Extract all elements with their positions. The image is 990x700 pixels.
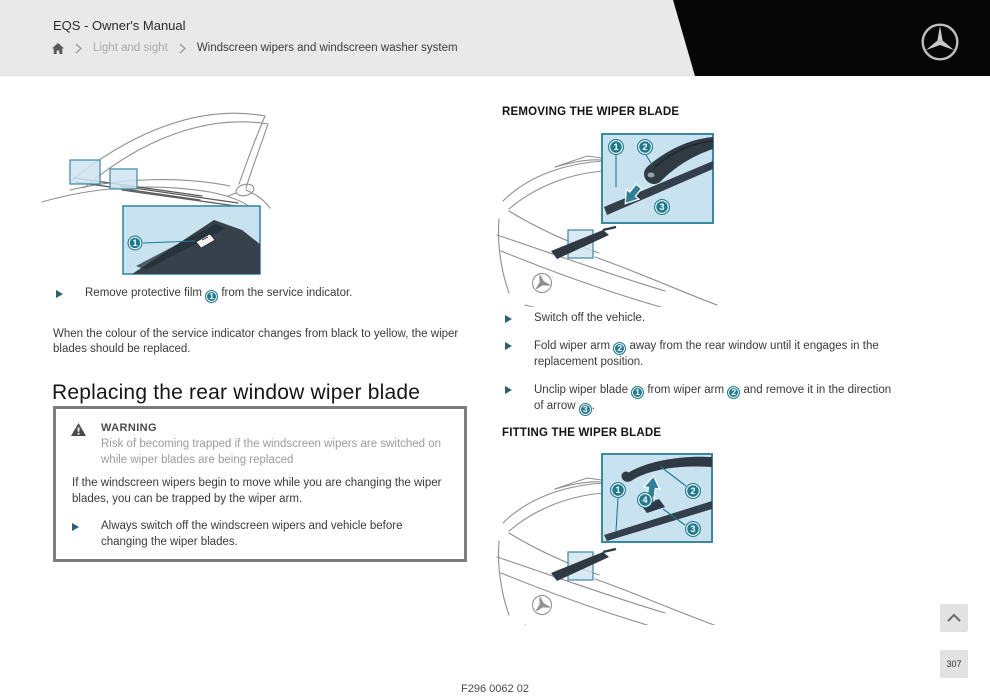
breadcrumb: [52, 40, 458, 56]
warning-risk-text: Risk of becoming trapped if the windscreen wipers are switched on while wiper blades are being replaced: [101, 438, 442, 466]
removing-step-list: [502, 311, 900, 428]
item-marker: 3: [579, 403, 592, 416]
page-number-button[interactable]: 307: [940, 650, 968, 678]
front-step-list: [53, 286, 467, 315]
figure-marker: [608, 139, 624, 155]
figure-marker: [610, 482, 626, 498]
step-text: Fold wiper arm 2 away from the rear window until it engages in the replacement position.: [534, 339, 879, 368]
figure-marker: [654, 199, 670, 215]
step-bullet-icon: [505, 315, 512, 323]
figure-marker: [637, 492, 653, 508]
item-marker: 1: [631, 386, 644, 399]
item-marker: 2: [727, 386, 740, 399]
figure-marker: [637, 139, 653, 155]
fitting-section-heading: FITTING THE WIPER BLADE: [502, 427, 662, 439]
figure-code: F296 0062 02: [461, 683, 529, 695]
instruction-step: [502, 339, 900, 371]
item-marker: 2: [613, 342, 626, 355]
svg-text:3: 3: [690, 524, 696, 535]
step-bullet-icon: [72, 523, 79, 531]
instruction-step: [53, 286, 467, 303]
step-bullet-icon: [56, 290, 63, 298]
step-text: Remove protective film 1 from the service indicator.: [85, 287, 353, 301]
svg-text:2: 2: [690, 486, 696, 497]
svg-text:2: 2: [642, 142, 648, 153]
home-icon[interactable]: [52, 43, 64, 54]
chevron-right-icon: [75, 43, 82, 54]
svg-text:1: 1: [615, 485, 621, 496]
step-text: Unclip wiper blade 1 from wiper arm 2 and remove it in the direction of arrow 3 .: [534, 383, 892, 414]
page-header: [0, 0, 990, 76]
front-wiper-service-indicator-figure: [40, 106, 460, 282]
instruction-step: [502, 311, 900, 327]
step-bullet-icon: [505, 386, 512, 394]
step-text: Switch off the vehicle.: [534, 312, 646, 324]
warning-step-list: [69, 519, 450, 550]
highlight-box: [70, 160, 100, 184]
warning-body-text: If the windscreen wipers begin to move while you are changing the wiper blades, you can be trapped by the wiper arm.: [72, 477, 442, 505]
highlight-box: [110, 169, 137, 189]
fitting-wiper-blade-figure: [495, 443, 740, 625]
warning-triangle-icon: [71, 423, 86, 436]
mercedes-logo[interactable]: [919, 21, 961, 63]
figure-marker: [685, 483, 701, 499]
breadcrumb-item-current: Windscreen wipers and windscreen washer system: [196, 42, 458, 54]
figure-marker: [685, 521, 701, 537]
warning-title: WARNING: [101, 422, 157, 434]
removing-section-heading: REMOVING THE WIPER BLADE: [502, 106, 680, 118]
item-marker: 1: [205, 290, 218, 303]
breadcrumb-item-light-and-sight[interactable]: Light and sight: [93, 42, 168, 54]
svg-text:1: 1: [613, 142, 619, 153]
chevron-up-icon: [947, 614, 961, 622]
service-indicator-paragraph: When the colour of the service indicator changes from black to yellow, the wiper blades should be replaced.: [53, 327, 459, 355]
page-title: Replacing the rear window wiper blade: [52, 381, 421, 405]
instruction-step: [502, 383, 900, 416]
instruction-step: [69, 519, 450, 550]
svg-text:3: 3: [659, 202, 665, 213]
svg-text:4: 4: [642, 495, 648, 506]
manual-title: EQS - Owner's Manual: [53, 18, 186, 33]
figure-marker: [128, 236, 143, 251]
svg-text:1: 1: [132, 238, 138, 248]
chevron-right-icon: [179, 43, 186, 54]
removing-wiper-blade-figure: [495, 123, 725, 307]
step-bullet-icon: [505, 342, 512, 350]
scroll-to-top-button[interactable]: [940, 604, 968, 632]
warning-box: [53, 406, 467, 562]
step-text: Always switch off the windscreen wipers and vehicle before changing the wiper blades.: [101, 520, 403, 548]
